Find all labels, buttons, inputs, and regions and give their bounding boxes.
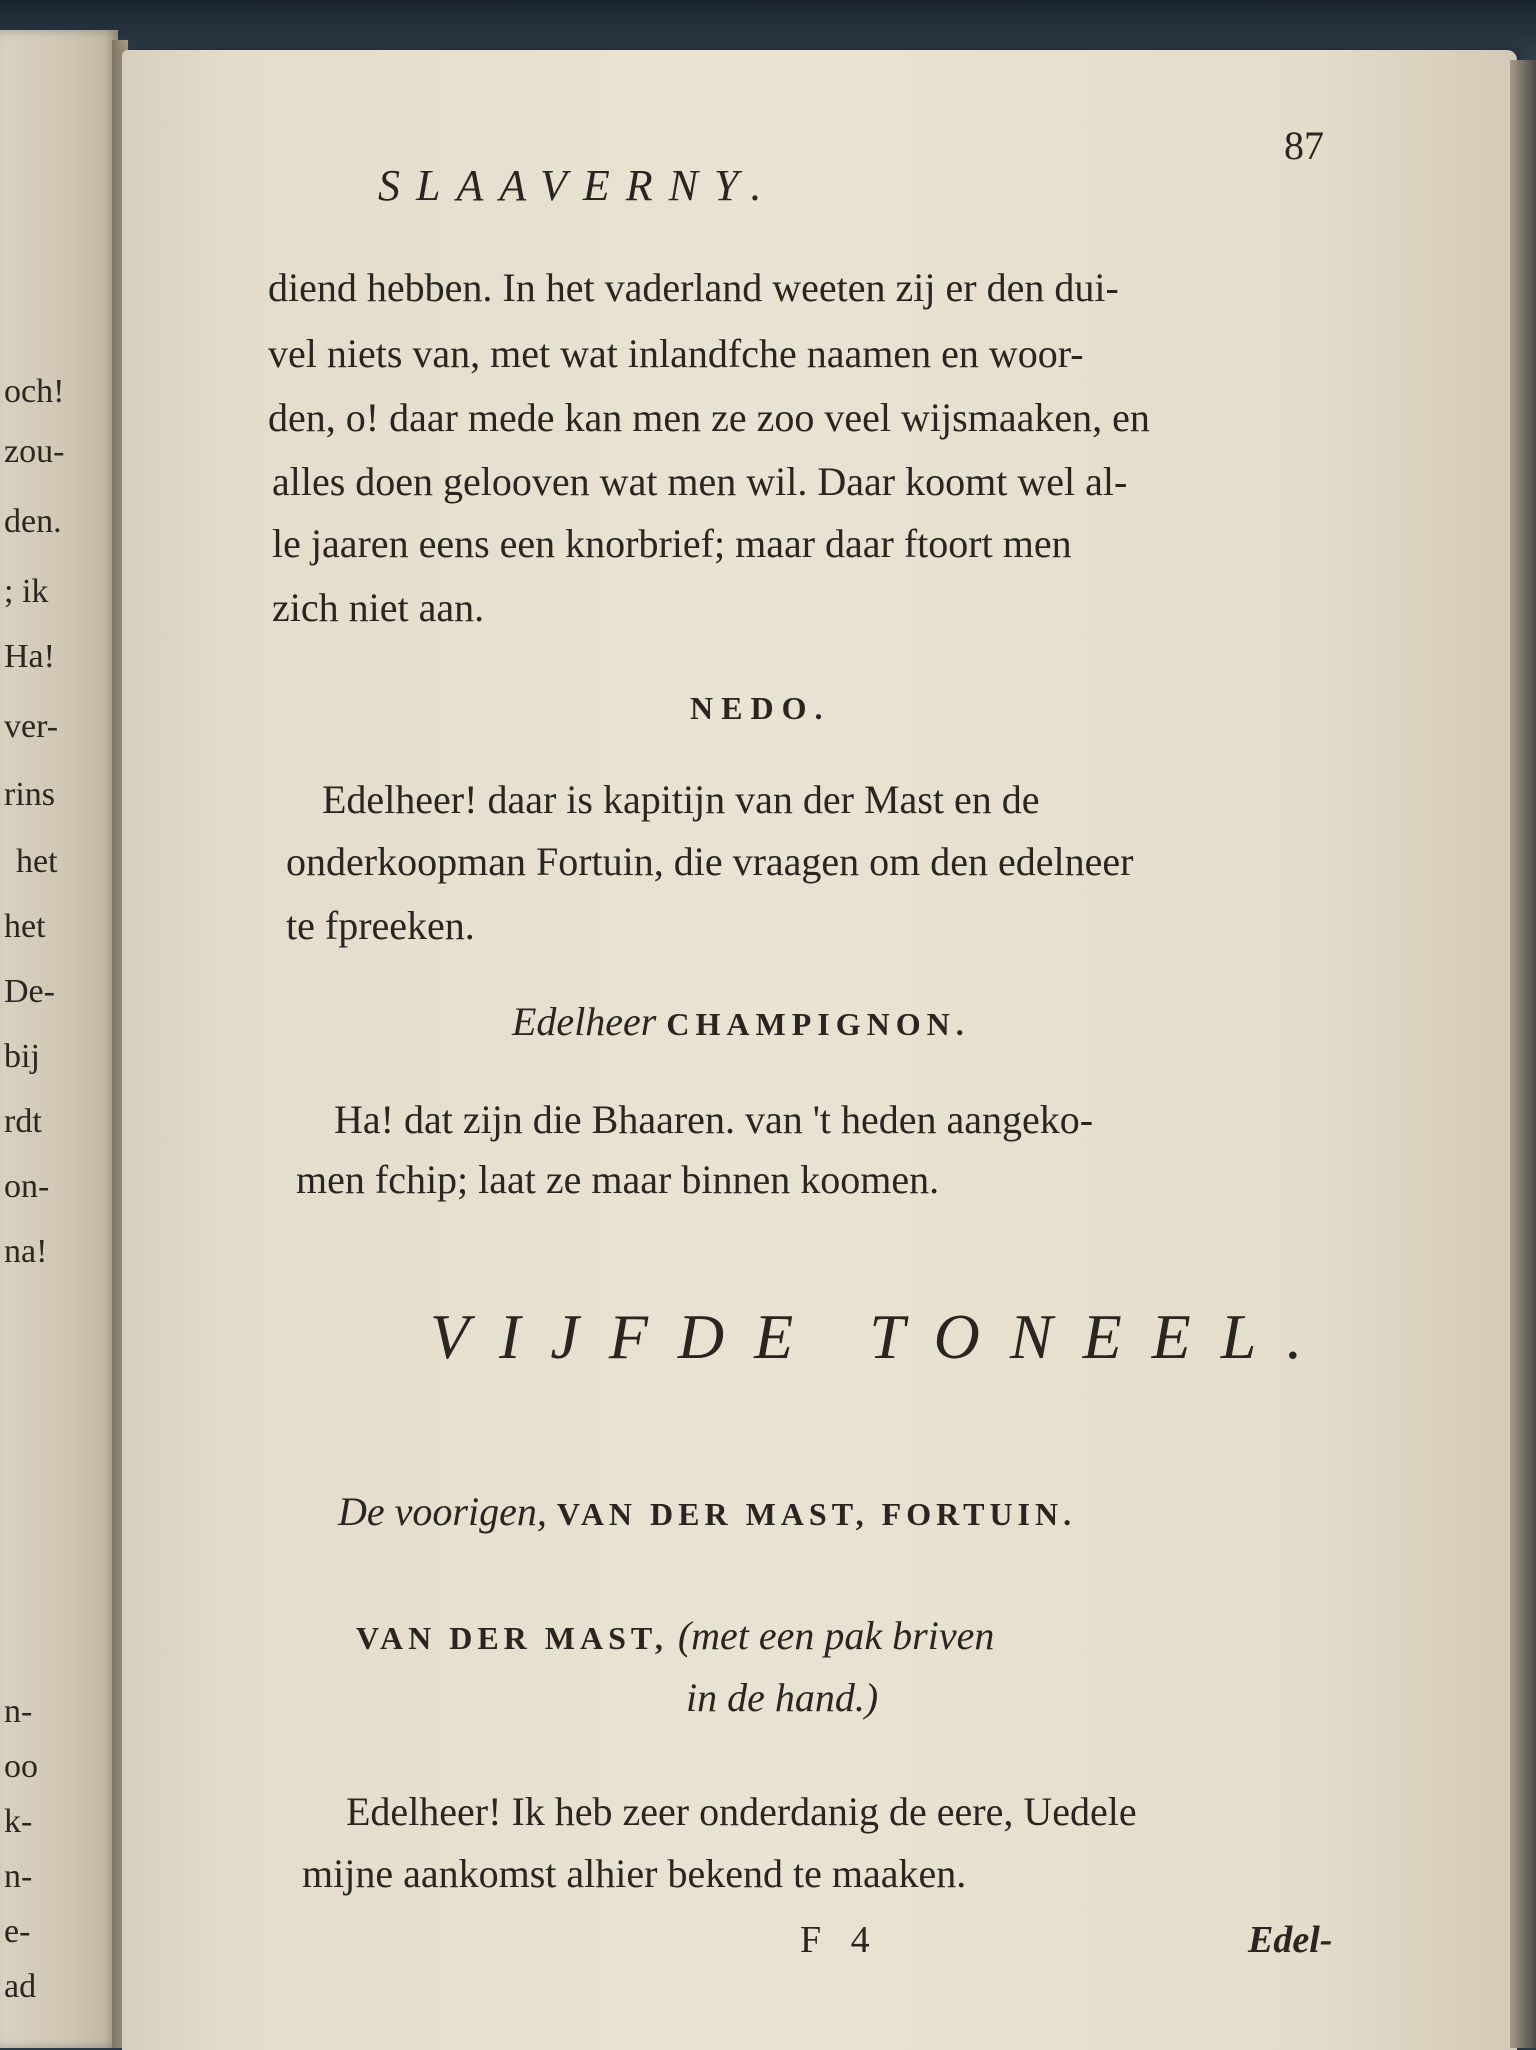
text-line: le jaaren eens een knorbrief; maar daar ftoort men bbox=[272, 521, 1072, 566]
page-number: 87 bbox=[1284, 123, 1324, 168]
speaker-title: Edelheer bbox=[512, 999, 657, 1044]
text-line: men fchip; laat ze maar binnen koomen. bbox=[296, 1157, 940, 1202]
left-fragment: Ha! bbox=[4, 638, 55, 675]
left-fragment: ; ik bbox=[4, 573, 49, 610]
left-fragment: k- bbox=[4, 1803, 33, 1840]
left-fragment: e- bbox=[4, 1913, 31, 1950]
stage-direction: in de hand.) bbox=[686, 1675, 879, 1720]
left-fragment: De- bbox=[4, 973, 55, 1010]
left-fragment: n- bbox=[4, 1858, 33, 1895]
left-fragment: oo bbox=[4, 1748, 38, 1785]
text-line: vel niets van, met wat inlandfche naamen en woor- bbox=[268, 331, 1084, 376]
left-fragment: n- bbox=[4, 1693, 33, 1730]
left-fragment: het bbox=[16, 843, 58, 880]
catchword: Edel- bbox=[1248, 1919, 1333, 1961]
left-fragment: rdt bbox=[4, 1103, 42, 1140]
left-fragment: zou- bbox=[4, 433, 65, 470]
speaker-with-direction bbox=[356, 1612, 994, 1659]
left-fragment: och! bbox=[4, 373, 65, 410]
text-line: mijne aankomst alhier bekend te maaken. bbox=[302, 1851, 967, 1896]
left-fragment: na! bbox=[4, 1233, 48, 1270]
left-fragment: rins bbox=[4, 776, 55, 813]
speaker-name bbox=[512, 998, 970, 1045]
left-fragment: ad bbox=[4, 1968, 37, 2005]
page-edge-shadow bbox=[1510, 60, 1536, 2048]
text-line: diend hebben. In het vaderland weeten zij er den dui- bbox=[268, 265, 1119, 310]
text-line: zich niet aan. bbox=[272, 585, 485, 630]
speaker-surname: CHAMPIGNON. bbox=[666, 1006, 970, 1042]
signature-mark: F 4 bbox=[800, 1919, 880, 1961]
speaker-name: VAN DER MAST, bbox=[356, 1620, 668, 1656]
stage-names: VAN DER MAST, FORTUIN. bbox=[556, 1496, 1077, 1532]
stage-cast bbox=[338, 1488, 1076, 1535]
text-line: alles doen gelooven wat men wil. Daar koomt wel al- bbox=[272, 459, 1128, 504]
text-line: Ha! dat zijn die Bhaaren. van 't heden aangeko- bbox=[334, 1097, 1094, 1142]
left-fragment: on- bbox=[4, 1168, 50, 1205]
text-line: te fpreeken. bbox=[286, 903, 475, 948]
text-line: Edelheer! daar is kapitijn van der Mast en de bbox=[322, 777, 1040, 822]
left-fragment: ver- bbox=[4, 708, 59, 745]
left-fragment: bij bbox=[4, 1038, 40, 1075]
left-page-edge bbox=[0, 30, 118, 2048]
stage-intro: De voorigen, bbox=[338, 1489, 547, 1534]
running-title: SLAAVERNY. bbox=[378, 161, 778, 210]
left-fragment: het bbox=[4, 908, 46, 945]
stage-direction: (met een pak briven bbox=[677, 1613, 995, 1658]
text-line: den, o! daar mede kan men ze zoo veel wijsmaaken, en bbox=[268, 395, 1150, 440]
left-fragment: den. bbox=[4, 503, 62, 540]
stage-direction-continued bbox=[686, 1674, 878, 1721]
scene-title: VIJFDE TONEEL. bbox=[430, 1301, 1333, 1372]
text-line: onderkoopman Fortuin, die vraagen om den edelneer bbox=[286, 839, 1134, 884]
text-line: Edelheer! Ik heb zeer onderdanig de eere, Uedele bbox=[346, 1789, 1137, 1834]
speaker-name: NEDO. bbox=[690, 690, 831, 726]
